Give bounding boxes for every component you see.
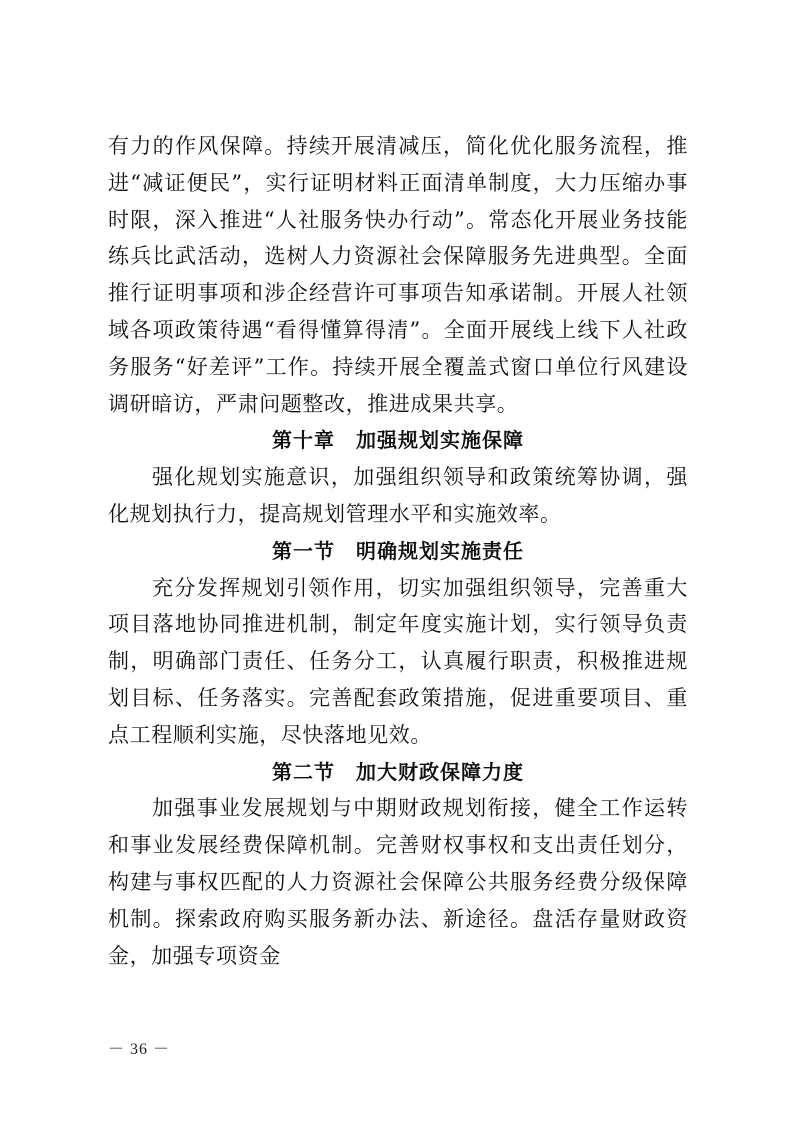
section-title-finance: 第二节 加大财政保障力度 — [272, 759, 524, 784]
paragraph-finance: 加强事业发展规划与中期财政规划衔接，健全工作运转和事业发展经费保障机制。完善财权事权和支出责任划分，构建与事权匹配的人力资源社会保障公共服务经费分级保障机制。探索政府购买服务新办法、新途径。盘活存量财政资金，加强专项资金 — [108, 796, 688, 968]
body-text — [108, 128, 688, 974]
chapter-title: 第十章 加强规划实施保障 — [272, 428, 524, 453]
paragraph-responsibility: 充分发挥规划引领作用，切实加强组织领导，完善重大项目落地协同推进机制，制定年度实施计划，实行领导负责制，明确部门责任、任务分工，认真履行职责，积极推进规划目标、任务落实。完善配套政策措施，促进重要项目、重点工程顺利实施，尽快落地见效。 — [108, 575, 688, 747]
paragraph-work-style: 有力的作风保障。持续开展清减压，简化优化服务流程，推进“减证便民”，实行证明材料正面清单制度，大力压缩办事时限，深入推进“人社服务快办行动”。常态化开展业务技能练兵比武活动，选树人力资源社会保障服务先进典型。全面推行证明事项和涉企经营许可事项告知承诺制。开展人社领域各项政策待遇“看得懂算得清”。全面开展线上线下人社政务服务“好差评”工作。持续开展全覆盖式窗口单位行风建设调研暗访，严肃问题整改，推进成果共享。 — [108, 134, 688, 416]
section-title-responsibility: 第一节 明确规划实施责任 — [272, 538, 524, 563]
page-number: － 36 － — [108, 1041, 171, 1058]
paragraph-chapter-intro: 强化规划实施意识，加强组织领导和政策统筹协调，强化规划执行力，提高规划管理水平和实施效率。 — [108, 465, 688, 526]
